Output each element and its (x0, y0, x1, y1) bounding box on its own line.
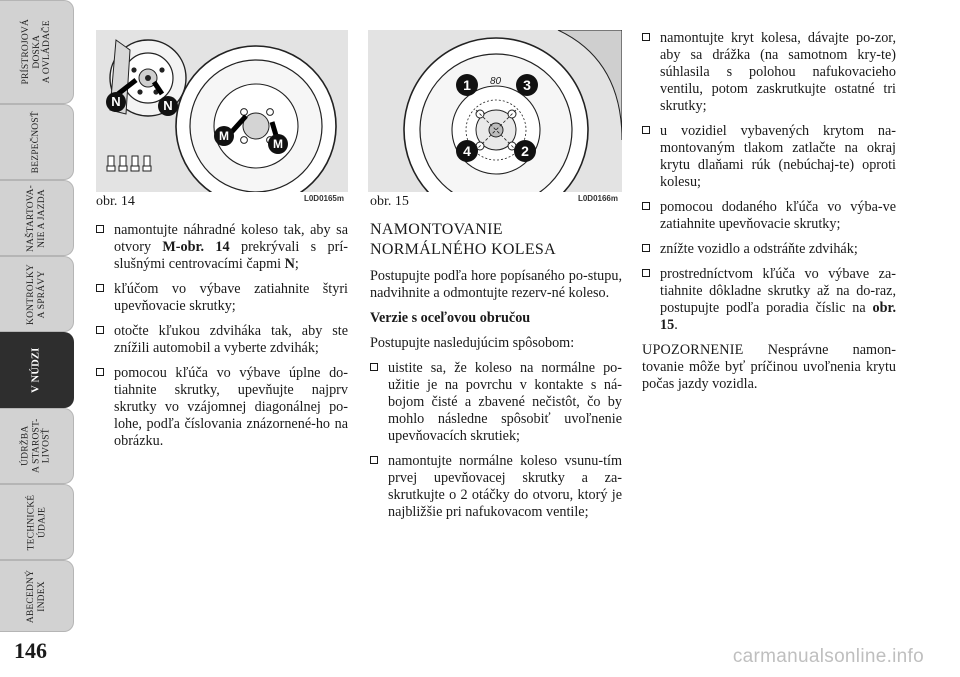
section-heading: NAMONTOVANIE NORMÁLNÉHO KOLESA (370, 221, 556, 258)
list-item: prostredníctvom kľúča vo výbave za-tiahnite dôkladne skrutky až na do-raz, postupujte podľa poradia číslic na obr. 15. (642, 266, 896, 334)
tab-label: PRÍSTROJOVÁ DOSKA A OVLÁDAČE (20, 19, 52, 85)
list-item: namontujte náhradné koleso tak, aby sa otvory M-obr. 14 prekrývali s prí-slušnými centrovacími čapmi N; (96, 222, 348, 273)
marker-n-right: N (158, 96, 178, 116)
tab-kontrolky[interactable] (0, 256, 74, 332)
lead-paragraph: Postupujte nasledujúcim spôsobom: (370, 335, 575, 351)
wheel-hub-illustration (96, 30, 348, 192)
tab-udrzba[interactable] (0, 408, 74, 484)
column-3 (642, 30, 896, 401)
list-item: uistite sa, že koleso na normálne po-užitie je na povrchu v kontakte s ná-bojom čisté a zbavené nečistôt, čo by mohlo následne spôsobiť uvoľnenie upevňovacích skrutiek; (370, 360, 622, 445)
column-2 (370, 220, 622, 529)
marker-n-left: N (106, 92, 126, 112)
tab-label: ABECEDNÝ INDEX (25, 569, 47, 623)
list-item: otočte kľukou zdviháka tak, aby ste znížili automobil a vyberte zdvihák; (96, 323, 348, 357)
list-item: znížte vozidlo a odstráňte zdvihák; (642, 241, 896, 258)
tab-v-nudzi[interactable] (0, 332, 74, 408)
figure-15-caption: obr. 15 (370, 194, 409, 209)
marker-m-left: M (214, 126, 234, 146)
tab-technicke-udaje[interactable] (0, 484, 74, 560)
tab-label: TECHNICKÉ ÚDAJE (25, 494, 47, 550)
tab-label: KONTROLKY A SPRÁVY (26, 263, 47, 325)
list-item: pomocou dodaného kľúča vo výba-ve zatiahnite upevňovacie skrutky; (642, 199, 896, 233)
figure-14-caption: obr. 14 (96, 194, 135, 209)
marker-m-right: M (268, 134, 288, 154)
bolt-order-3: 3 (516, 74, 538, 96)
chapter-tabs (0, 0, 80, 632)
warning-label: UPOZORNENIE (642, 342, 744, 358)
warning-paragraph: UPOZORNENIE Nesprávne namon-tovanie môže byť príčinou uvoľnenia krytu počas jazdy vozidla. (642, 342, 896, 392)
tab-label: NAŠTARTOVA- NIE A JAZDA (26, 184, 47, 252)
list-item: pomocou kľúča vo výbave úplne do-tiahnite skrutky, upevňujte najprv skrutky vo vzájomnej diagonálnej po-lohe, podľa číslovania znázornené-ho na obrázku. (96, 365, 348, 450)
tab-label: BEZPEČNOSŤ (31, 110, 42, 174)
bolt-order-1: 1 (456, 74, 478, 96)
wheel-bolt-order-illustration (368, 30, 622, 192)
bolt-order-2: 2 (514, 140, 536, 162)
watermark: carmanualsonline.info (732, 646, 924, 667)
column-1 (96, 222, 348, 458)
page-number: 146 (14, 638, 47, 663)
list-item: kľúčom vo výbave zatiahnite štyri upevňovacie skrutky; (96, 281, 348, 315)
subheading: Verzie s oceľovou obručou (370, 310, 531, 326)
bolt-order-4: 4 (456, 140, 478, 162)
list-item: u vozidiel vybavených krytom na-montovaným tlakom zatlačte na okraj krytu dlaňami rúk (nebúchaj-te) oproti kolesu; (642, 123, 896, 191)
tab-label: V NÚDZI (30, 347, 42, 393)
figure-code: L0D0166m (577, 194, 618, 203)
figure-code: L0D0165m (303, 194, 344, 203)
intro-paragraph: Postupujte podľa hore popísaného po-stupu, nadvihnite a odmontujte rezerv-né koleso. (370, 268, 622, 301)
list-item: namontujte normálne koleso vsunu-tím prvej upevňovacej skrutky a za-skrutkujte o 2 otáčky do otvoru, ktorý je najbližšie pri nafukovacom ventile; (370, 453, 622, 521)
tab-bezpecnost[interactable] (0, 104, 74, 180)
tab-pristrojova-doska[interactable] (0, 0, 74, 104)
tab-label: ÚDRŽBA A STAROST- LIVOSŤ (20, 418, 52, 474)
tab-nastartovanie[interactable] (0, 180, 74, 256)
list-item: namontujte kryt kolesa, dávajte po-zor, aby sa drážka (na samotnom kry-te) súhlasila s polohou nafukovacieho ventilu, potom zaskrutkujte ostatné tri skrutky; (642, 30, 896, 115)
torque-label: 80 (490, 76, 502, 87)
tab-abecedny-index[interactable] (0, 560, 74, 632)
